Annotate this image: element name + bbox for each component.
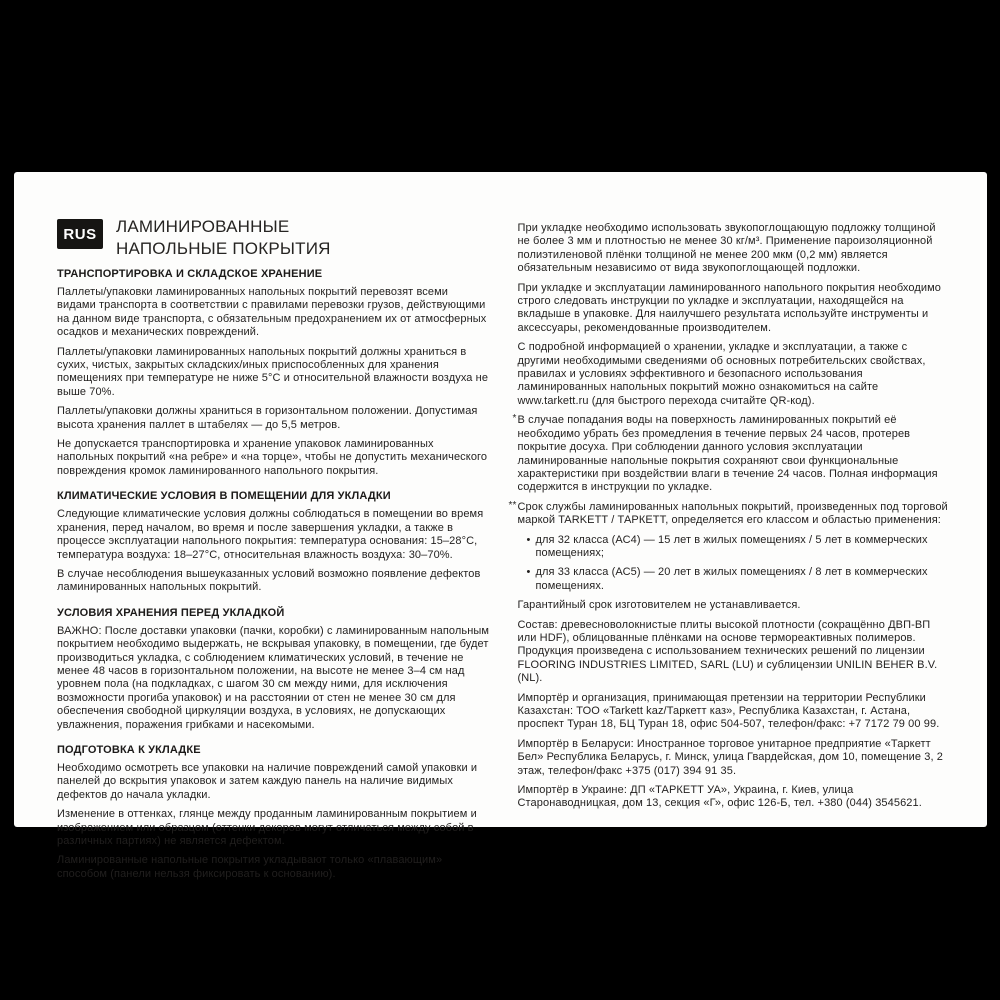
section-storage-before-install: [57, 607, 490, 732]
document-title: [116, 216, 331, 259]
footnote-marker: **: [508, 499, 517, 511]
paragraph-importer-belarus: Импортёр в Беларуси: Иностранное торговое унитарное предприятие «Таркетт Бел» Республика Беларусь, г. Минск, улица Гвардейская, дом 10, помещение 3, 2 этаж, телефон/факс +375 (017) 394 91 35.: [517, 737, 944, 777]
paragraph: Не допускается транспортировка и хранение упаковок ламинированных напольных покрытий «на ребре» и «на торце», чтобы не допустить механического повреждения кромок ламинированного напольного покрытия.: [57, 438, 488, 477]
paragraph-underlay: При укладке необходимо использовать звукопоглощающую подложку толщиной не более 3 мм и плотностью не менее 30 кг/м³. Применение пароизоляционной полиэтиленовой плёнки толщиной не менее 200 мкм (0,2 мм) является обязательным независимо от вида звукопоглощающей подложки.: [517, 222, 936, 275]
footnote-text: Срок службы ламинированных напольных покрытий, произведенных под торговой маркой TARKETT / ТАРКЕТТ, определяется его классом и областью применения:: [517, 500, 948, 527]
document-header: [57, 216, 490, 259]
footnote-service-life: [508, 499, 951, 528]
footnote-water: [512, 413, 951, 494]
paragraph: Необходимо осмотреть все упаковки на наличие повреждений самой упаковки и панелей до вскрытия упаковок и затем каждую панель на наличие видимых дефектов до начала укладки.: [57, 761, 478, 801]
section-install-preparation: [57, 744, 490, 881]
two-column-layout: [57, 216, 950, 887]
language-badge: [57, 219, 103, 249]
right-column: [508, 216, 951, 887]
bullet-text: для 32 класса (АС4) — 15 лет в жилых помещениях / 5 лет в коммерческих помещениях;: [535, 533, 928, 559]
paragraph: Паллеты/упаковки ламинированных напольных покрытий перевозят всеми видами транспорта в соответствии с правилами перевозки грузов, действующими на данном виде транспорта, с обязательным предохранением их от атмосферных осадков и механических повреждений.: [57, 286, 487, 339]
paragraph-instructions: При укладке и эксплуатации ламинированного напольного покрытия необходимо строго следовать инструкции по укладке и эксплуатации, находящейся на вкладыше в упаковке. Для наилучшего результата используйте инструменты и аксессуары, рекомендованные производителем.: [517, 281, 941, 334]
section-climate-conditions: [57, 490, 490, 594]
left-column: [57, 216, 490, 887]
document-page: [14, 172, 987, 880]
bullet-text: для 33 класса (АС5) — 20 лет в жилых помещениях / 8 лет в коммерческих помещениях.: [535, 566, 928, 592]
paragraph: Изменение в оттенках, глянце между проданным ламинированным покрытием и изображением или образцом (оттенки декоров могут отличаться между собой в различных партиях) не является дефектом.: [57, 808, 477, 847]
paragraph-warranty: Гарантийный срок изготовителем не устанавливается.: [517, 599, 801, 612]
footnote-text: В случае попадания воды на поверхность ламинированных покрытий её необходимо убрать без промедления в течение первых 24 часов, протерев покрытие досуха. При соблюдении данного условия эксплуатации ламинированные напольные покрытия сохраняют свои функциональные характеристики при воздействии влаги в течение 24 часов. Полная информация содержится в инструкции по укладке.: [517, 414, 938, 494]
bullet-icon: •: [526, 533, 531, 546]
paragraph-importer-ukraine: Импортёр в Украине: ДП «ТАРКЕТТ УА», Украина, г. Киев, улица Старонаводницкая, дом 13, секция «Г», офис 126-Б, тел. +380 (044) 3545621.: [517, 784, 922, 810]
paragraph-importer-kazakhstan: Импортёр и организация, принимающая претензии на территории Республики Казахстан: ТОО «Tarkett kaz/Таркетт каз», Республика Казахстан, г. Астана, проспект Туран 18, БЦ Туран 18, офис 504-507, телефон/факс: +7 7172 79 00 99.: [517, 691, 940, 731]
paragraph-info-website: С подробной информацией о хранении, укладке и эксплуатации, а также с другими необходимыми сведениями об основных потребительских свойствах, правилах и условиях эффективного и безопасного использования ламинированных напольных покрытий можно ознакомиться на сайте www.tarkett.ru (для быстрого перехода считайте QR-код).: [517, 341, 926, 407]
section-heading: ТРАНСПОРТИРОВКА И СКЛАДСКОЕ ХРАНЕНИЕ: [57, 268, 323, 280]
document-title-line2: НАПОЛЬНЫЕ ПОКРЫТИЯ: [116, 238, 331, 258]
paragraph: Паллеты/упаковки должны храниться в горизонтальном положении. Допустимая высота хранения паллет в штабелях — до 5,5 метров.: [57, 405, 478, 431]
paragraph: Следующие климатические условия должны соблюдаться в помещении во время хранения, перед началом, во время и после завершения укладки, а также в процессе эксплуатации напольного покрытия: температура основания: 15–28°С, температура воздуха: 18–27°С, относительная влажность воздуха: 30–70%.: [57, 508, 484, 561]
paragraph: ВАЖНО: После доставки упаковки (пачки, коробки) с ламинированным напольным покрытием необходимо выдержать, не вскрывая упаковку, в помещении, где будет производиться укладка, с соблюдением климатических условий, в течение не менее 48 часов в горизонтальном положении, на высоте не менее 3–4 см над уровнем пола (на подкладках, с шагом 30 см между ними, для исключения возможности прогиба упаковок) и на расстоянии от стен не менее 30 см для обеспечения свободной циркуляции воздуха, в условиях, не допускающих увлажнения, поражения грибками и насекомыми.: [57, 624, 490, 731]
section-transport-storage: [57, 268, 490, 478]
bullet-icon: •: [526, 566, 531, 579]
section-heading: УСЛОВИЯ ХРАНЕНИЯ ПЕРЕД УКЛАДКОЙ: [57, 606, 285, 619]
paragraph: В случае несоблюдения вышеуказанных условий возможно появление дефектов ламинированных напольных покрытий.: [57, 567, 481, 594]
section-heading: КЛИМАТИЧЕСКИЕ УСЛОВИЯ В ПОМЕЩЕНИИ ДЛЯ УКЛАДКИ: [57, 490, 391, 503]
paragraph: Ламинированные напольные покрытия укладывают только «плавающим» способом (панели нельзя фиксировать к основанию).: [57, 854, 443, 880]
document-title-line1: ЛАМИНИРОВАННЫЕ: [116, 217, 290, 236]
paragraph: Паллеты/упаковки ламинированных напольных покрытий должны храниться в сухих, чистых, закрытых складских/иных приспособленных для хранения помещениях при температуре не ниже 5°С и относительной влажности воздуха не выше 70%.: [57, 345, 489, 398]
footnote-marker: *: [512, 413, 517, 425]
paragraph-composition: Состав: древесноволокнистые плиты высокой плотности (сокращённо ДВП-ВП или HDF), облицованные плёнками на основе термореактивных полимеров. Продукция произведена с использованием технических решений по лицензии FLOORING INDUSTRIES LIMITED, SARL (LU) и сублицензии UNILIN BEHER B.V. (NL).: [517, 618, 938, 685]
section-heading: ПОДГОТОВКА К УКЛАДКЕ: [57, 743, 201, 756]
bullet-item-class32: [518, 534, 951, 561]
bullet-item-class33: [518, 566, 951, 593]
language-badge-label: RUS: [63, 225, 97, 243]
